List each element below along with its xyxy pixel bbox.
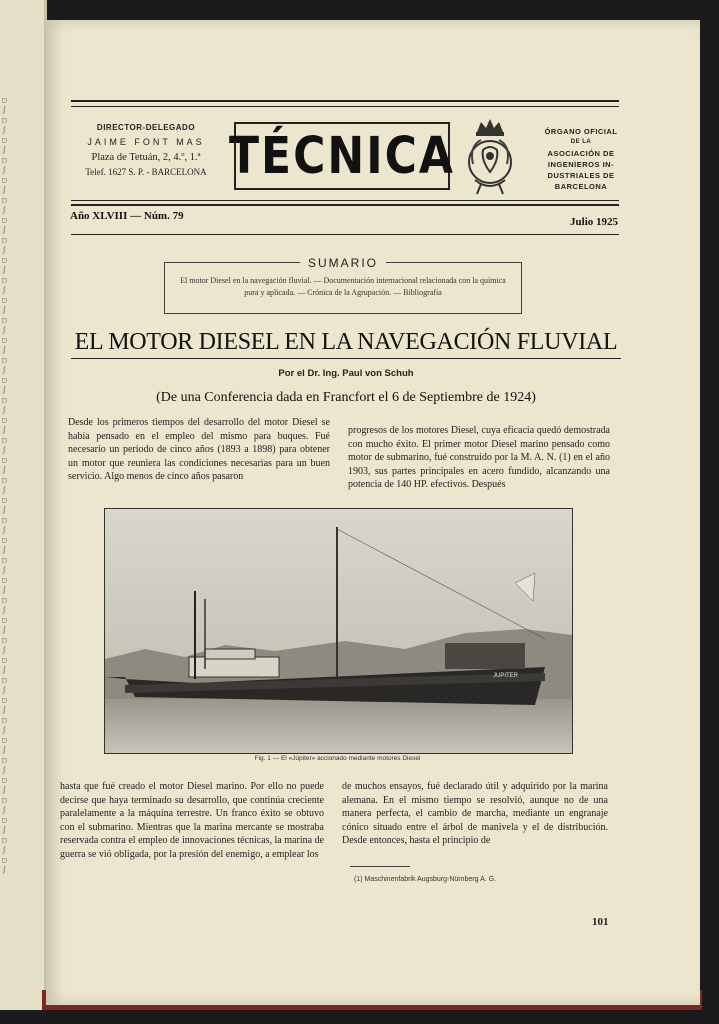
organ-line: ÓRGANO OFICIAL	[544, 127, 618, 136]
organ-line: INGENIEROS IN-	[547, 160, 615, 169]
issue-number: Año XLVIII — Núm. 79	[70, 210, 184, 222]
summary-box	[164, 256, 522, 314]
article-subtitle: (De una Conferencia dada en Francfort el 6 de Septiembre de 1924)	[156, 390, 536, 405]
summary-title: SUMARIO	[300, 256, 386, 270]
header-director-block	[66, 120, 226, 180]
summary-text: El motor Diesel en la navegación fluvial. — Documentación internacional relacionada con la química pura y aplicada. — Crónica de la Agrupación. — Bibliografía	[180, 276, 506, 297]
masthead-logo-text: TÉCNICA	[229, 126, 455, 186]
binding-left-page	[0, 0, 47, 1010]
header-organ-block	[536, 126, 626, 192]
organ-line: BARCELONA	[554, 182, 608, 191]
director-label: DIRECTOR-DELEGADO	[96, 123, 196, 132]
article-column-3: hasta que fué creado el motor Diesel marino. Por ello no puede decirse que haya terminado su desarrollo, que continúa creciente paralelamente a la máquina terrestre. Un franco éxito se obtuvo con el submarino. Mientras que la marina mercante se mostraba reservada contra el empleo de innovaciones técnicas, la marina de guerra se vió obligada, por la presión del enemigo, a emplear los	[60, 781, 324, 860]
footnote-rule	[350, 866, 410, 867]
article-title: EL MOTOR DIESEL EN LA NAVEGACIÓN FLUVIAL	[71, 329, 621, 359]
ship-photo	[104, 508, 573, 754]
article-byline: Por el Dr. Ing. Paul von Schuh	[278, 368, 414, 379]
issue-date: Julio 1925	[570, 216, 618, 228]
crown-emblem-icon	[459, 116, 521, 200]
ship-name-label: JUPITER	[493, 673, 519, 679]
article-column-4: de muchos ensayos, fué declarado útil y adquirido por la marina alemana. En el mismo tiempo se resolvió, aunque no de una manera perfecta, el cambio de marcha, mediante un engranaje cónico situado entre el árbol de manivela y el de distribución. Desde entonces, hasta el principio de	[342, 781, 608, 847]
header-rule-top	[71, 100, 619, 102]
page-number: 101	[592, 916, 609, 928]
organ-line: DE LA	[570, 139, 592, 145]
director-phone: Telef. 1627 S. P. - BARCELONA	[85, 167, 207, 177]
binding-marks: □ ʃ □ ʃ □ ʃ □ ʃ □ ʃ □ ʃ □ ʃ □ ʃ □ ʃ □ ʃ □ ʃ □ ʃ □ ʃ □ ʃ □ ʃ □ ʃ □ ʃ □ ʃ □ ʃ □ ʃ □ ʃ □ ʃ □ ʃ □ ʃ □ ʃ □ ʃ □ ʃ □ ʃ □ ʃ □ ʃ □ ʃ □ ʃ □ ʃ □ ʃ □ ʃ □ ʃ □ ʃ □ ʃ □ ʃ	[2, 96, 7, 874]
header-rule-mid-thick	[71, 204, 619, 206]
director-name: JAIME FONT MAS	[87, 137, 205, 147]
organ-line: ASOCIACIÓN DE	[547, 149, 615, 158]
director-address: Plaza de Tetuán, 2, 4.º, 1.ª	[91, 152, 201, 163]
organ-line: DUSTRIALES DE	[547, 171, 615, 180]
header-rule-top-thin	[71, 106, 619, 107]
magazine-page	[46, 20, 700, 1005]
header-rule-mid	[71, 200, 619, 201]
masthead-logo	[229, 122, 455, 190]
article-column-1: Desde los primeros tiempos del desarrollo del motor Diesel se había pensado en el empleo del mismo para buques. Fué necesario un período de cinco años (1893 a 1898) para obtener un motor que reuniera las condiciones necesarias para un buen servicio. Algo menos de cinco años pasaron	[68, 417, 330, 483]
article-column-2: progresos de los motores Diesel, cuya eficacia quedó demostrada con mucho éxito. El primer motor Diesel marino pensado como motor de submarino, fué construído por la M. A. N. (1) en el año 1903, sus partes principales en acero fundido, alcanzando una potencia de 140 HP. efectivos. Después	[348, 425, 610, 491]
photo-caption: Fig. 1 — El «Júpiter» accionado mediante motores Diesel	[254, 755, 421, 762]
header-rule-bottom	[71, 234, 619, 235]
footnote: (1) Maschinenfabrik Augsburg-Nürnberg A. G.	[354, 876, 497, 883]
